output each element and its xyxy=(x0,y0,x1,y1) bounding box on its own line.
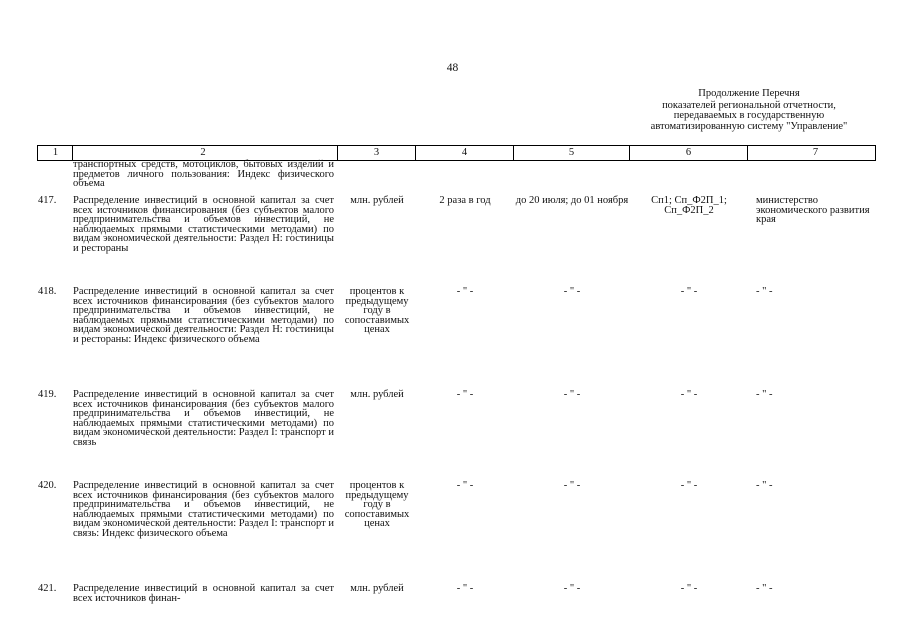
header-col-1: 1 xyxy=(37,146,73,160)
responsible-body: министерство экономического развития края xyxy=(756,195,870,226)
continuation-title: Продолжение Перечня xyxy=(698,88,800,99)
continuation-heading xyxy=(599,89,899,132)
frequency: 2 раза в год xyxy=(439,195,491,206)
form-code: - " - xyxy=(680,389,698,400)
continuation-line: показателей региональной отчетности, xyxy=(662,99,836,111)
row-number: 419. xyxy=(38,389,57,400)
indicator-name: Распределение инвестиций в основной капитал за счет всех источников финансирования (без субъектов малого предпринимательства и объемов инвестиций, не наблюдаемых прямыми статистическими методами) по видам экономической деятельности: Раздел I: транспорт и связь: Индекс физического объема xyxy=(73,480,334,539)
header-col-4: 4 xyxy=(416,146,514,160)
indicator-name: Распределение инвестиций в основной капитал за счет всех источников финансирования (без субъектов малого предпринимательства и объемов инвестиций, не наблюдаемых прямыми статистическими методами) по видам экономической деятельности: Раздел H: гостиницы и рестораны: Индекс физического объема xyxy=(73,286,334,345)
indicator-name: Распределение инвестиций в основной капитал за счет всех источников финансирования (без субъектов малого предпринимательства и объемов инвестиций, не наблюдаемых прямыми статистическими методами) по видам экономической деятельности: Раздел H: гостиницы и рестораны xyxy=(73,195,334,254)
table-row xyxy=(37,160,876,196)
frequency: - " - xyxy=(456,480,474,491)
indicator-name: Распределение инвестиций в основной капитал за счет всех источников финансирования (без субъектов малого предпринимательства и объемов инвестиций, не наблюдаемых прямыми статистическими методами) по видам экономической деятельности: Раздел I: транспорт и связь xyxy=(73,389,334,448)
unit: млн. рублей xyxy=(350,389,404,400)
table-row xyxy=(37,584,876,610)
table-row xyxy=(37,196,876,287)
header-col-7: 7 xyxy=(748,146,876,160)
row-number: 418. xyxy=(38,286,57,297)
unit: процентов к предыдущему году в сопоставимых ценах xyxy=(344,286,410,336)
header-col-5: 5 xyxy=(514,146,630,160)
indicator-name: транспортных средств, мотоциклов, бытовых изделий и предметов личного пользования: Индекс физического объема xyxy=(73,159,334,190)
row-number: 421. xyxy=(38,583,57,594)
header-col-3: 3 xyxy=(338,146,416,160)
indicator-name: Распределение инвестиций в основной капитал за счет всех источников финан- xyxy=(73,583,334,604)
form-code: - " - xyxy=(680,583,698,594)
row-number: 420. xyxy=(38,480,57,491)
header-col-2: 2 xyxy=(73,146,338,160)
header-col-6: 6 xyxy=(630,146,748,160)
frequency: - " - xyxy=(456,583,474,594)
deadline: - " - xyxy=(563,286,581,297)
form-code: - " - xyxy=(680,480,698,491)
responsible-body: - " - xyxy=(756,583,773,594)
table-body xyxy=(37,160,876,610)
deadline: - " - xyxy=(563,389,581,400)
responsible-body: - " - xyxy=(756,389,773,400)
unit: млн. рублей xyxy=(350,583,404,594)
responsible-body: - " - xyxy=(756,480,773,491)
table-row xyxy=(37,481,876,584)
responsible-body: - " - xyxy=(756,286,773,297)
frequency: - " - xyxy=(456,286,474,297)
continuation-line: автоматизированную систему "Управление" xyxy=(650,120,848,132)
form-code: - " - xyxy=(680,286,698,297)
deadline: - " - xyxy=(563,583,581,594)
table-row xyxy=(37,390,876,481)
unit: млн. рублей xyxy=(350,195,404,206)
page-number: 48 xyxy=(446,62,459,74)
deadline: до 20 июля; до 01 ноября xyxy=(515,195,629,206)
row-number: 417. xyxy=(38,195,57,206)
form-code: Сп1; Сп_Ф2П_1; Сп_Ф2П_2 xyxy=(651,195,727,216)
table-row xyxy=(37,287,876,390)
frequency: - " - xyxy=(456,389,474,400)
row-number xyxy=(37,160,73,196)
unit: процентов к предыдущему году в сопоставимых ценах xyxy=(344,480,410,530)
continuation-line: передаваемых в государственную xyxy=(673,110,825,121)
deadline: - " - xyxy=(563,480,581,491)
